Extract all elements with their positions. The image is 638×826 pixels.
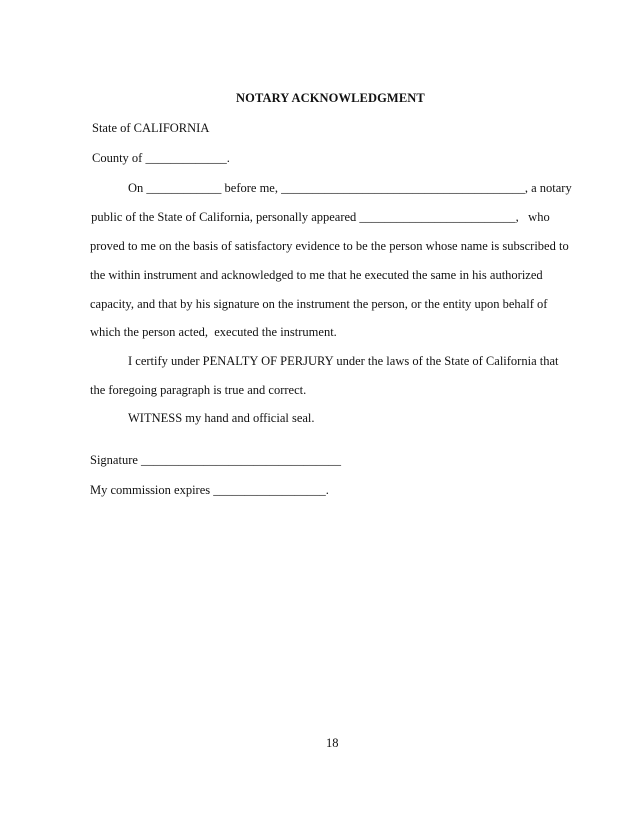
county-line: County of _____________.	[92, 151, 230, 165]
page-number: 18	[326, 736, 339, 750]
acknowledgment-line-3: proved to me on the basis of satisfactory evidence to be the person whose name is subscribed to	[90, 239, 569, 253]
acknowledgment-line-1: On ____________ before me, _______________________________________, a notary	[128, 181, 572, 195]
signature-line: Signature ________________________________	[90, 453, 342, 467]
acknowledgment-line-6: which the person acted, executed the instrument.	[90, 325, 337, 339]
commission-expires-line: My commission expires __________________.	[90, 483, 329, 497]
witness-line: WITNESS my hand and official seal.	[128, 411, 315, 425]
acknowledgment-line-2: public of the State of California, personally appeared _________________________, who	[88, 210, 550, 224]
acknowledgment-line-4: the within instrument and acknowledged to me that he executed the same in his authorized	[90, 268, 543, 282]
document-title: NOTARY ACKNOWLEDGMENT	[236, 91, 425, 105]
state-line: State of CALIFORNIA	[92, 121, 210, 135]
acknowledgment-line-5: capacity, and that by his signature on the instrument the person, or the entity upon behalf of	[90, 297, 548, 311]
certification-line-1: I certify under PENALTY OF PERJURY under the laws of the State of California that	[128, 354, 559, 368]
certification-line-2: the foregoing paragraph is true and correct.	[90, 383, 307, 397]
